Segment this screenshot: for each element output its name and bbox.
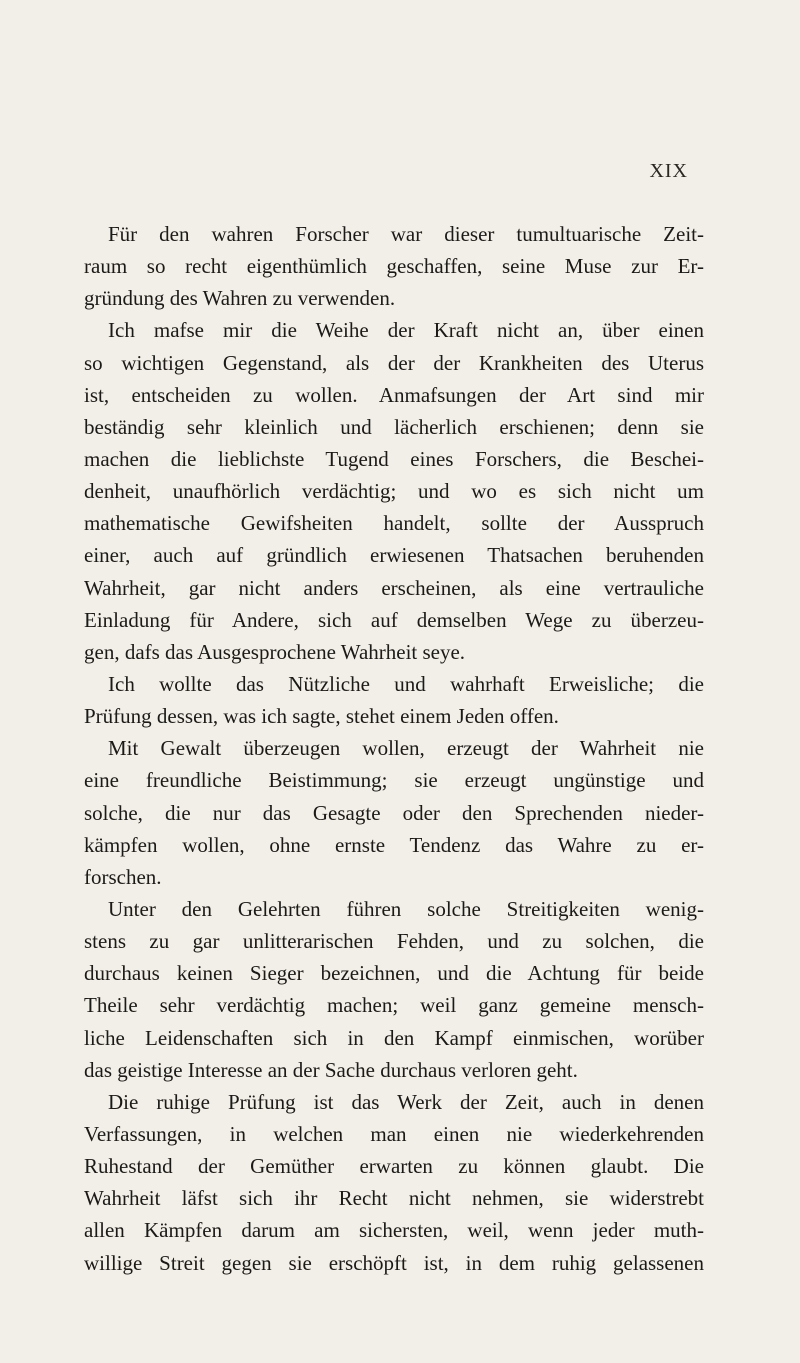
text-line: forschen. <box>84 864 162 889</box>
page-number: XIX <box>649 160 688 182</box>
text-line: gen, dafs das Ausgesprochene Wahrheit seye. <box>84 639 466 664</box>
text-line: liche Leidenschaften sich in den Kampf einmischen, worüber <box>84 1025 704 1050</box>
text-line: so wichtigen Gegenstand, als der der Krankheiten des Uterus <box>84 350 704 375</box>
text-line: allen Kämpfen darum am sichersten, weil, wenn jeder muth- <box>84 1218 704 1243</box>
text-line: Die ruhige Prüfung ist das Werk der Zeit, auch in denen <box>108 1089 704 1114</box>
text-line: Mit Gewalt überzeugen wollen, erzeugt der Wahrheit nie <box>108 736 704 761</box>
text-line: Prüfung dessen, was ich sagte, stehet einem Jeden offen. <box>84 704 559 729</box>
text-line: willige Streit gegen sie erschöpft ist, in dem ruhig gelassenen <box>84 1250 704 1275</box>
text-line: Ich wollte das Nützliche und wahrhaft Erweisliche; die <box>108 671 704 696</box>
text-line: mathematische Gewifsheiten handelt, sollte der Ausspruch <box>84 511 704 536</box>
text-line: ist, entscheiden zu wollen. Anmafsungen der Art sind mir <box>84 382 704 407</box>
text-line: einer, auch auf gründlich erwiesenen Thatsachen beruhenden <box>84 543 704 568</box>
text-line: Wahrheit läfst sich ihr Recht nicht nehmen, sie widerstrebt <box>84 1186 704 1211</box>
text-line: Verfassungen, in welchen man einen nie wiederkehrenden <box>84 1121 704 1146</box>
text-line: eine freundliche Beistimmung; sie erzeugt ungünstige und <box>84 768 704 793</box>
body-text <box>84 218 704 1279</box>
text-line: solche, die nur das Gesagte oder den Sprechenden nieder- <box>84 800 704 825</box>
text-line: Unter den Gelehrten führen solche Streitigkeiten wenig- <box>108 896 704 921</box>
text-line: stens zu gar unlitterarischen Fehden, und zu solchen, die <box>84 929 704 954</box>
text-line: raum so recht eigenthümlich geschaffen, seine Muse zur Er- <box>84 254 704 279</box>
text-line: Ruhestand der Gemüther erwarten zu können glaubt. Die <box>84 1154 704 1179</box>
text-line: Einladung für Andere, sich auf demselben Wege zu überzeu- <box>84 607 704 632</box>
text-line: beständig sehr kleinlich und lächerlich erschienen; denn sie <box>84 414 704 439</box>
text-line: das geistige Interesse an der Sache durchaus verloren geht. <box>84 1057 578 1082</box>
text-line: denheit, unaufhörlich verdächtig; und wo es sich nicht um <box>84 479 704 504</box>
text-line: Ich mafse mir die Weihe der Kraft nicht an, über einen <box>108 318 704 343</box>
text-line: kämpfen wollen, ohne ernste Tendenz das Wahre zu er- <box>84 832 704 857</box>
text-line: Wahrheit, gar nicht anders erscheinen, als eine vertrauliche <box>84 575 704 600</box>
text-line: Theile sehr verdächtig machen; weil ganz gemeine mensch- <box>84 993 704 1018</box>
text-line: Für den wahren Forscher war dieser tumultuarische Zeit- <box>108 222 704 246</box>
text-line: durchaus keinen Sieger bezeichnen, und die Achtung für beide <box>84 961 704 986</box>
text-line: machen die lieblichste Tugend eines Forschers, die Beschei- <box>84 446 704 471</box>
text-line: gründung des Wahren zu verwenden. <box>84 286 396 311</box>
